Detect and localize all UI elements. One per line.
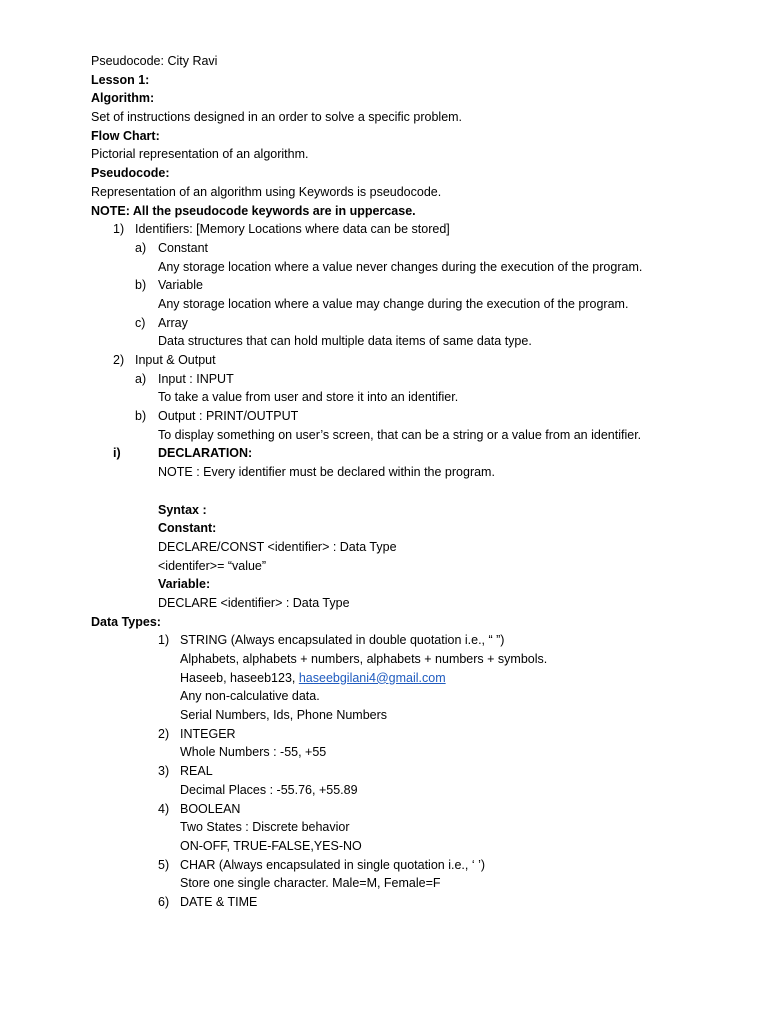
datatype-title: BOOLEAN xyxy=(180,801,241,816)
datatype-detail: Any non-calculative data. xyxy=(180,689,320,704)
identifier-description: Any storage location where a value never changes during the execution of the program. xyxy=(158,259,643,274)
list-number: 3) xyxy=(158,764,170,779)
list-roman: i) xyxy=(113,446,121,461)
identifier-variable xyxy=(91,276,711,295)
datatype-real xyxy=(91,762,711,781)
identifier-constant xyxy=(91,239,711,258)
algorithm-definition: Set of instructions designed in an order to solve a specific problem. xyxy=(91,110,463,125)
document-page xyxy=(91,52,711,912)
datatype-title: DATE & TIME xyxy=(180,894,258,909)
datatype-detail: Store one single character. Male=M, Female=F xyxy=(180,876,441,891)
datatype-integer xyxy=(91,725,711,744)
io-description: To take a value from user and store it into an identifier. xyxy=(158,390,459,405)
identifiers-item xyxy=(91,220,711,239)
io-item xyxy=(91,351,711,370)
uppercase-note: NOTE: All the pseudocode keywords are in uppercase. xyxy=(91,203,416,218)
datatype-datetime xyxy=(91,893,711,912)
constant-syntax-assign: <identifer>= “value” xyxy=(158,558,267,573)
list-number: 1) xyxy=(113,222,125,237)
declaration-title: DECLARATION: xyxy=(158,446,253,461)
list-letter: a) xyxy=(135,371,147,386)
blank-line xyxy=(91,482,711,501)
identifier-name: Constant xyxy=(158,240,209,255)
list-letter: b) xyxy=(135,278,147,293)
list-number: 6) xyxy=(158,894,170,909)
declaration-note: NOTE : Every identifier must be declared within the program. xyxy=(158,465,495,480)
io-output xyxy=(91,407,711,426)
list-number: 4) xyxy=(158,801,170,816)
datatype-example xyxy=(91,669,711,688)
pseudocode-definition: Representation of an algorithm using Keywords is pseudocode. xyxy=(91,184,442,199)
datatype-detail: Alphabets, alphabets + numbers, alphabets + numbers + symbols. xyxy=(180,652,548,666)
algorithm-heading: Algorithm: xyxy=(91,91,155,106)
declaration-item xyxy=(91,444,711,463)
identifiers-title: Identifiers: [Memory Locations where data can be stored] xyxy=(135,222,450,237)
email-link[interactable]: haseebgilani4@gmail.com xyxy=(298,670,446,685)
datatype-boolean xyxy=(91,800,711,819)
datatype-title: CHAR (Always encapsulated in single quotation i.e., ‘ ’) xyxy=(180,857,486,872)
list-number: 1) xyxy=(158,633,170,648)
io-name: Output : PRINT/OUTPUT xyxy=(158,409,299,424)
constant-heading: Constant: xyxy=(158,521,217,536)
identifier-name: Array xyxy=(158,315,188,330)
constant-syntax-declare: DECLARE/CONST <identifier> : Data Type xyxy=(158,539,397,554)
document-title: Pseudocode: City Ravi xyxy=(91,54,218,68)
datatype-char xyxy=(91,856,711,875)
data-types-heading: Data Types: xyxy=(91,614,161,629)
io-name: Input : INPUT xyxy=(158,371,234,386)
datatype-title: STRING (Always encapsulated in double quotation i.e., “ ”) xyxy=(180,633,505,648)
io-input xyxy=(91,370,711,389)
list-number: 2) xyxy=(113,353,125,367)
list-number: 2) xyxy=(158,726,170,741)
flowchart-heading: Flow Chart: xyxy=(91,128,160,143)
datatype-detail: ON-OFF, TRUE-FALSE,YES-NO xyxy=(180,838,362,853)
datatype-title: INTEGER xyxy=(180,726,236,741)
io-description: To display something on user’s screen, that can be a string or a value from an identifier. xyxy=(158,427,642,442)
list-letter: c) xyxy=(135,315,146,330)
flowchart-definition: Pictorial representation of an algorithm. xyxy=(91,147,309,162)
identifier-description: Any storage location where a value may change during the execution of the program. xyxy=(158,296,629,311)
datatype-detail: Two States : Discrete behavior xyxy=(180,820,350,835)
list-letter: b) xyxy=(135,409,147,424)
example-text: Haseeb, haseeb123, xyxy=(180,670,299,685)
datatype-detail: Whole Numbers : -55, +55 xyxy=(180,745,327,760)
pseudocode-heading: Pseudocode: xyxy=(91,166,170,181)
identifier-name: Variable xyxy=(158,278,203,293)
lesson-heading: Lesson 1: xyxy=(91,72,150,87)
identifier-array xyxy=(91,314,711,333)
list-letter: a) xyxy=(135,240,147,255)
datatype-title: REAL xyxy=(180,764,213,779)
datatype-detail: Serial Numbers, Ids, Phone Numbers xyxy=(180,708,388,723)
identifier-description: Data structures that can hold multiple data items of same data type. xyxy=(158,334,532,349)
datatype-detail: Decimal Places : -55.76, +55.89 xyxy=(180,782,358,797)
list-number: 5) xyxy=(158,857,170,872)
variable-heading: Variable: xyxy=(158,577,211,592)
variable-syntax-declare: DECLARE <identifier> : Data Type xyxy=(158,595,350,610)
syntax-heading: Syntax : xyxy=(158,502,207,517)
datatype-string xyxy=(91,631,711,650)
io-title: Input & Output xyxy=(135,353,216,367)
